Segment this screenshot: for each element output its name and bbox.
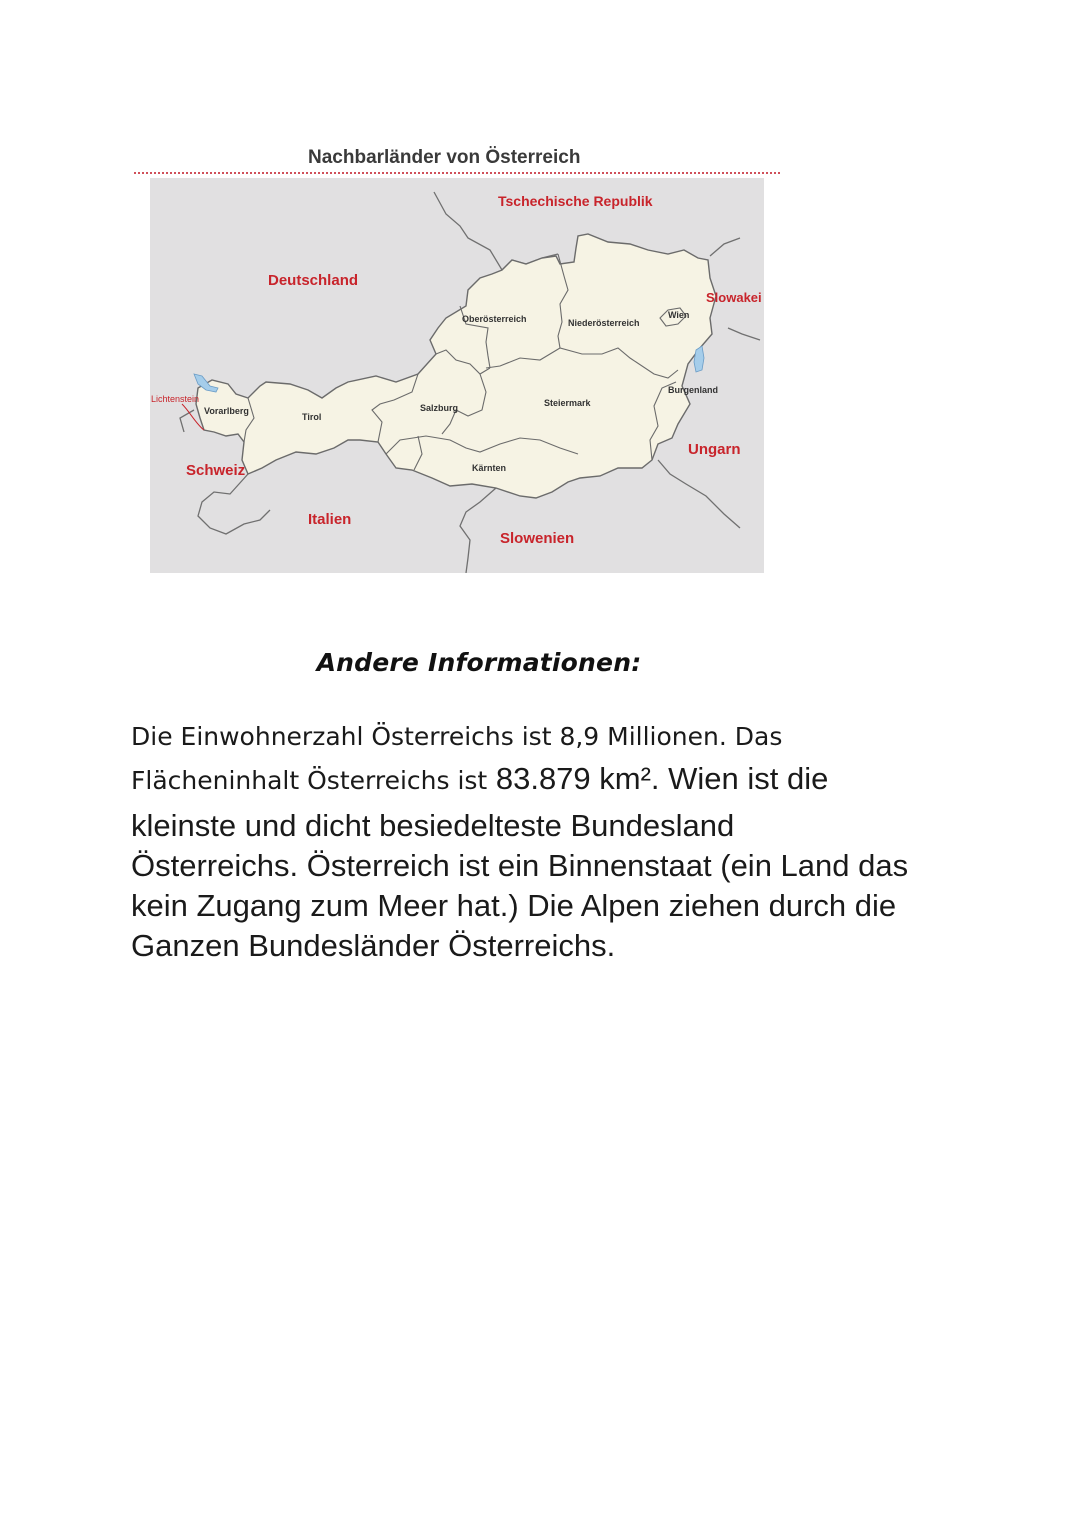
info-line: kleinste und dicht besiedelteste Bundesland [131, 808, 735, 843]
info-line: Die Einwohnerzahl Österreichs ist 8,9 Millionen. Das [131, 722, 783, 751]
dotted-divider [134, 172, 780, 174]
border-czech-slovakia [710, 238, 740, 256]
label-switzerland: Schweiz [186, 462, 246, 479]
border-hungary-slovenia [658, 460, 740, 528]
label-salzburg: Salzburg [420, 403, 459, 413]
label-burgenland: Burgenland [668, 385, 719, 395]
label-italy: Italien [308, 511, 352, 528]
info-line-mixed [131, 758, 971, 806]
label-slovakia: Slowakei [706, 290, 762, 305]
info-line-part: 83.879 km². Wien ist die [487, 761, 829, 796]
label-hungary: Ungarn [688, 441, 741, 458]
label-lower-austria: Niederösterreich [568, 318, 640, 328]
info-line: kein Zugang zum Meer hat.) Die Alpen ziehen durch die [131, 888, 897, 923]
border-italy-slovenia [460, 488, 496, 573]
label-slovenia: Slowenien [500, 530, 575, 547]
border-slovakia-hungary [728, 328, 760, 340]
label-czech: Tschechische Republik [498, 193, 653, 209]
label-liechtenstein: Lichtenstein [151, 394, 200, 404]
info-line-part: Flächeninhalt Österreichs ist [131, 766, 488, 795]
border-switzerland-italy [198, 474, 270, 534]
map-title: Nachbarländer von Österreich [308, 147, 581, 168]
austria-map [150, 178, 764, 573]
info-paragraph [131, 716, 971, 966]
label-germany: Deutschland [268, 272, 359, 289]
label-tyrol: Tirol [302, 412, 322, 422]
label-carinthia: Kärnten [472, 463, 507, 473]
label-upper-austria: Oberösterreich [462, 314, 527, 324]
label-vorarlberg: Vorarlberg [204, 406, 249, 416]
info-line: Österreichs. Österreich ist ein Binnenstaat (ein Land das [131, 848, 909, 883]
section-heading: Andere Informationen: [316, 648, 642, 677]
label-styria: Steiermark [544, 398, 591, 408]
label-vienna: Wien [668, 310, 690, 320]
info-line: Ganzen Bundesländer Österreichs. [131, 928, 616, 963]
border-liechtenstein [180, 410, 194, 432]
